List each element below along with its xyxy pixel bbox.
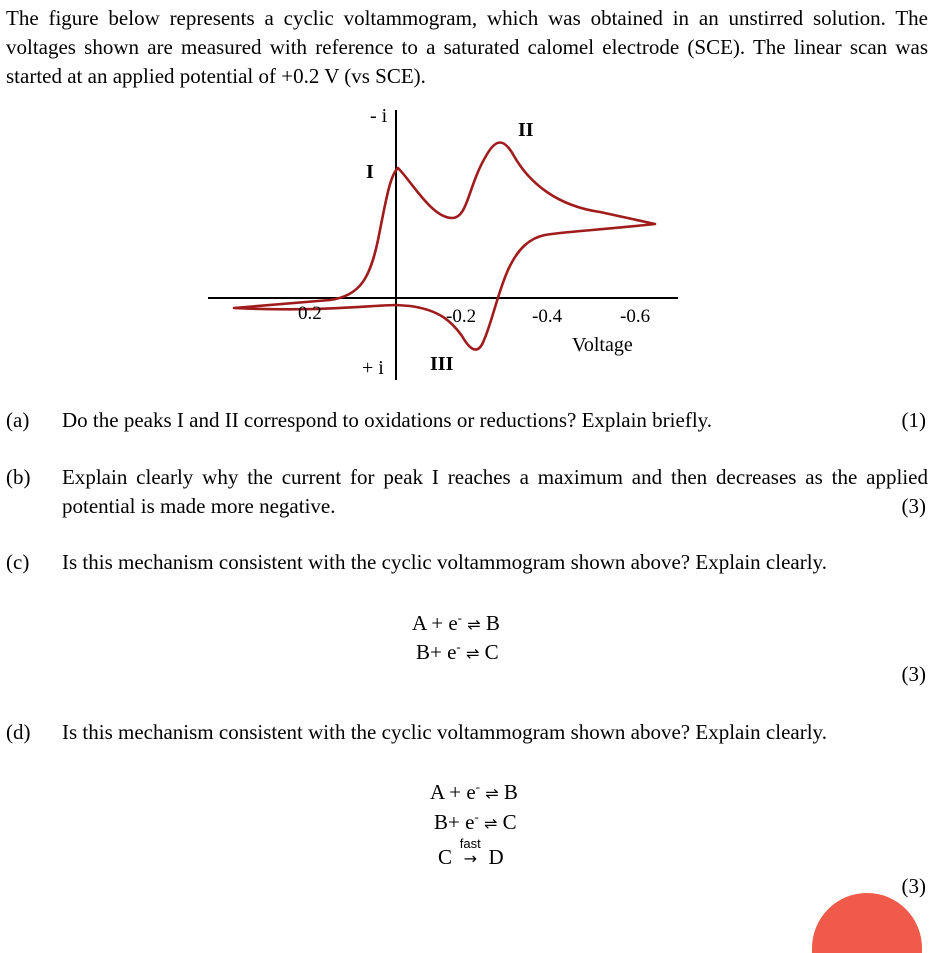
equilibrium-arrow-icon: ⇌ [467, 615, 481, 634]
eq-c1-right: B [485, 611, 500, 635]
equilibrium-arrow-icon: ⇌ [485, 784, 499, 803]
equilibrium-arrow-icon: ⇌ [484, 814, 498, 833]
fast-label: fast [459, 836, 481, 851]
peak-label-III: III [430, 353, 454, 375]
question-d-marks: (3) [901, 874, 926, 898]
right-arrow-icon: → [463, 849, 477, 868]
question-c-marks: (3) [901, 662, 926, 686]
question-b-label: (b) [6, 465, 31, 489]
question-d-equation-2: B+ e- ⇌ C [434, 809, 517, 834]
tick-label-neg-0.2: -0.2 [446, 306, 477, 327]
eq-c2-left: B+ e [416, 640, 457, 664]
tick-label-neg-0.6: -0.6 [620, 306, 651, 327]
question-c-label: (c) [6, 550, 30, 574]
eq-c1-left: A + e [412, 611, 458, 635]
tick-label-0.2: 0.2 [298, 303, 322, 324]
corner-decoration [812, 893, 922, 953]
question-d-text: Is this mechanism consistent with the cyclic voltammogram shown above? Explain clearly. [62, 720, 827, 744]
eq-d1-right: B [503, 780, 518, 804]
peak-label-I: I [366, 161, 374, 183]
question-b-text: Explain clearly why the current for peak I reaches a maximum and then decreases as the applied potential is made more negative. [62, 465, 928, 518]
question-d-label: (d) [6, 720, 31, 744]
eq-d2-left: B+ e [434, 810, 475, 834]
question-d-equation-1: A + e- ⇌ B [430, 779, 518, 804]
question-c-text: Is this mechanism consistent with the cyclic voltammogram shown above? Explain clearly. [62, 550, 827, 574]
question-a-label: (a) [6, 408, 30, 432]
question-b-marks: (3) [901, 494, 926, 518]
cyclic-voltammogram-figure [200, 100, 690, 385]
eq-d3-left: C [438, 845, 453, 869]
tick-label-neg-0.4: -0.4 [532, 306, 563, 327]
question-c-equation-2: B+ e- ⇌ C [416, 639, 499, 664]
equilibrium-arrow-icon: ⇌ [466, 644, 480, 663]
intro-paragraph: The figure below represents a cyclic voltammogram, which was obtained in an unstirred solution. The voltages shown are measured with reference to a saturated calomel electrode (SCE). The linear scan was started at an applied potential of +0.2 V (vs SCE). [6, 6, 928, 88]
peak-label-II: II [518, 119, 534, 141]
eq-c2-right: C [484, 640, 499, 664]
question-c-equation-1: A + e- ⇌ B [412, 610, 500, 635]
neg-current-label: - i [370, 105, 388, 127]
pos-current-label: + i [362, 357, 384, 379]
eq-d2-right: C [502, 810, 517, 834]
eq-d3-right: D [488, 845, 504, 869]
question-a-marks: (1) [901, 408, 926, 432]
question-d-equation-3 [438, 836, 504, 873]
fast-arrow [457, 836, 483, 873]
x-axis-label: Voltage [572, 334, 633, 356]
eq-d1-left: A + e [430, 780, 476, 804]
question-a-text: Do the peaks I and II correspond to oxidations or reductions? Explain briefly. [62, 408, 713, 432]
